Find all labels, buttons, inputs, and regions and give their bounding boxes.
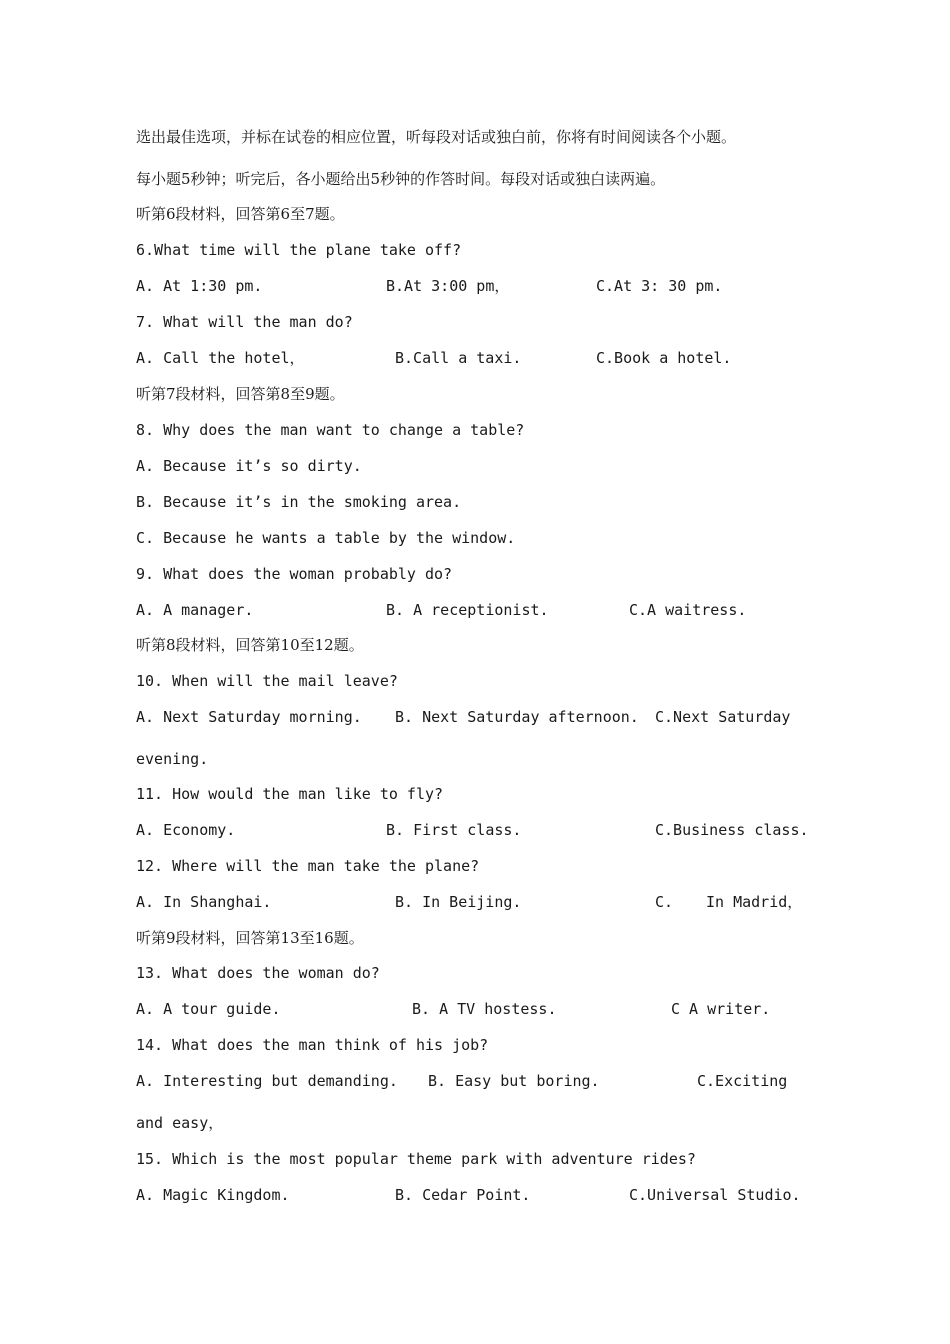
- question-6-option-a: A. At 1:30 pm.: [136, 277, 263, 295]
- question-11-option-a: A. Economy.: [136, 821, 236, 839]
- question-14-option-c: C.Exciting: [697, 1072, 788, 1090]
- question-10-option-c-continued: evening.: [136, 750, 209, 768]
- section-9-heading: 听第9段材料，回答第13至16题。: [136, 929, 364, 947]
- question-13-option-c: C A writer.: [671, 1000, 771, 1018]
- question-8-option-c: C. Because he wants a table by the window.: [136, 529, 516, 547]
- question-10-option-a: A. Next Saturday morning.: [136, 708, 362, 726]
- question-6-stem: 6.What time will the plane take off?: [136, 241, 462, 259]
- question-8-stem: 8. Why does the man want to change a table?: [136, 421, 525, 439]
- question-15-option-a: A. Magic Kingdom.: [136, 1186, 290, 1204]
- question-6-option-b: B.At 3:00 pm，: [386, 277, 510, 295]
- section-7-heading: 听第7段材料，回答第8至9题。: [136, 385, 345, 403]
- section-8-heading: 听第8段材料，回答第10至12题。: [136, 636, 364, 654]
- question-8-option-a: A. Because it’s so dirty.: [136, 457, 362, 475]
- question-12-option-c: In Madrid，: [706, 893, 803, 911]
- question-14-option-b: B. Easy but boring.: [428, 1072, 600, 1090]
- question-13-option-b: B. A TV hostess.: [412, 1000, 557, 1018]
- question-15-option-c: C.Universal Studio.: [629, 1186, 801, 1204]
- intro-line-2: 每小题5秒钟；听完后，各小题给出5秒钟的作答时间。每段对话或独白读两遍。: [136, 170, 666, 188]
- question-15-stem: 15. Which is the most popular theme park with adventure rides?: [136, 1150, 696, 1168]
- question-6-option-c: C.At 3: 30 pm.: [596, 277, 723, 295]
- question-11-option-c: C.Business class.: [655, 821, 809, 839]
- section-6-heading: 听第6段材料，回答第6至7题。: [136, 205, 345, 223]
- question-15-option-b: B. Cedar Point.: [395, 1186, 531, 1204]
- question-12-option-b: B. In Beijing.: [395, 893, 522, 911]
- question-9-option-a: A. A manager.: [136, 601, 254, 619]
- question-14-option-c-continued: and easy，: [136, 1114, 224, 1132]
- question-11-stem: 11. How would the man like to fly?: [136, 785, 444, 803]
- question-9-stem: 9. What does the woman probably do?: [136, 565, 453, 583]
- question-13-stem: 13. What does the woman do?: [136, 964, 380, 982]
- question-10-option-c: C.Next Saturday: [655, 708, 791, 726]
- question-12-option-a: A. In Shanghai.: [136, 893, 272, 911]
- question-7-option-b: B.Call a taxi.: [395, 349, 522, 367]
- intro-line-1: 选出最佳选项，并标在试卷的相应位置，听每段对话或独白前，你将有时间阅读各个小题。: [136, 128, 737, 146]
- question-9-option-b: B. A receptionist.: [386, 601, 549, 619]
- question-13-option-a: A. A tour guide.: [136, 1000, 281, 1018]
- question-7-stem: 7. What will the man do?: [136, 313, 353, 331]
- question-10-option-b: B. Next Saturday afternoon.: [395, 708, 639, 726]
- question-10-stem: 10. When will the mail leave?: [136, 672, 398, 690]
- question-12-stem: 12. Where will the man take the plane?: [136, 857, 480, 875]
- question-14-option-a: A. Interesting but demanding.: [136, 1072, 398, 1090]
- question-7-option-a: A. Call the hotel，: [136, 349, 305, 367]
- question-14-stem: 14. What does the man think of his job?: [136, 1036, 489, 1054]
- question-7-option-c: C.Book a hotel.: [596, 349, 732, 367]
- question-9-option-c: C.A waitress.: [629, 601, 747, 619]
- question-8-option-b: B. Because it’s in the smoking area.: [136, 493, 462, 511]
- question-12-option-c-letter: C.: [655, 893, 674, 911]
- question-11-option-b: B. First class.: [386, 821, 522, 839]
